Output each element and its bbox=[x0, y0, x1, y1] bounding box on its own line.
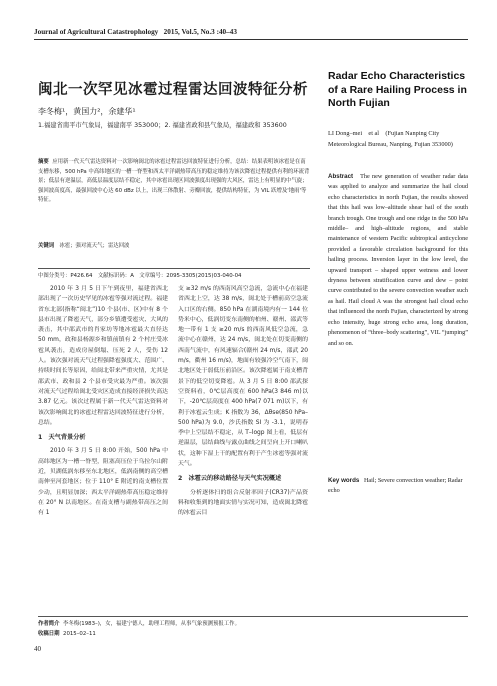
chinese-keywords bbox=[38, 241, 310, 249]
keywords-label-en: Key words bbox=[328, 477, 360, 484]
english-authors: LI Dong–mei et al (Fujian Nanping City Meteorological Bureau, Nanping, Fujian 353000) bbox=[328, 130, 453, 148]
section-1-paragraph: 2010 年 3 月 5 日 8:00 开始，500 hPa 中高纬地区为一槽一脊型，阻塞高压位于乌拉尔山附近，贝湖低涡东移至东北地区，低涡南侧的高空槽南伸至河套地区；位于 110° E 附近的南支槽位置少动，且明显加深；西太平洋副热带高压稳定维持在 20° N 以南地区。在南支槽与副热带高压之间有 1 bbox=[38, 448, 168, 517]
received-date-label: 收稿日期 bbox=[38, 631, 60, 637]
english-title: Radar Echo Characteristics of a Rare Hailing Process in North Fujian bbox=[328, 70, 467, 109]
classification-info: 中图分类号：P426.64 文献标识码：A 文章编号：2095-3305(2015)03-040-04 bbox=[38, 273, 242, 279]
abstract-label-en: Abstract bbox=[328, 173, 354, 180]
body-column-2 bbox=[178, 284, 308, 519]
author-bio bbox=[38, 619, 468, 629]
received-date bbox=[38, 629, 468, 639]
footnote bbox=[38, 619, 468, 639]
abstract-label-cn: 摘要 bbox=[38, 159, 49, 165]
received-date-text: 2015–02–11 bbox=[63, 631, 96, 637]
chinese-authors: 李冬梅¹，黄国力²，余建华¹ bbox=[38, 107, 136, 116]
footnote-divider bbox=[38, 616, 468, 617]
chinese-abstract bbox=[38, 158, 310, 206]
journal-header bbox=[34, 28, 468, 40]
keywords-label-cn: 关键词 bbox=[38, 243, 55, 249]
abstract-text-en: The new generation of weather radar data was applied to analyze and summarize the hail cloud echo characteristics in north Fujian, the results showed that this hail was low–altitude shear hail of the south branch trough. One trough and one ridge in the 500 hPa middle– and high–altitude regions, and stable maintenance of western Pacific subtropical anticyclone provided a favorable circulation background for this hailing process. Inversion layer in the low level, the upward transport – shaped upper wetness and lower dryness between stratification curve and dew – point curve contributed to the severe convection weather such as hail. Hail cloud A was the strongest hail cloud echo that influenced the north Fujian, characterized by strong echo intensity, huge strong echo area, long duration, phenomenon of “three–body scattering”, VIL “jumping” and so on. bbox=[328, 173, 469, 347]
section-1-continued: 支 ≥32 m/s 的西南风高空急流，急流中心在福建省西北上空，达 38 m/s，闽北处于槽前高空急流入口区的右侧。850 hPa 在湖南境内有一 144 位势米中心，低涡切变东南侧的柏州、赣州、邵武等地一带有 1 支 ≥20 m/s 的西南风低空急流，急流中心在赣州，达 24 m/s，闽北处在切变南侧的西南气流中，有风速辐合(赣州 24 m/s，邵武 20 m/s，衢州 16 m/s)，地面有较强冷空气南下，闽北地区处于弱低压前沿区。该次降雹属于南支槽背景下的低空切变降雹。从 3 月 5 日 8:00 邵武探空资料看，0℃层高度在 600 hPa(3 846 m)以下，-20℃层高度在 400 hPa(7 071 m)以下，有利于冰雹云生成；K 指数为 36，Δθse(850 hPa–500 hPa)为 9.0，沙氏指数 SI 为 -3.1，说明春季中上空层结不稳定，从 T–logp 图上看，低层有逆温层，层结曲线与露点曲线之间呈向上开口喇叭状，这种下湿上干的配置有利于产生冰雹等强对流天气。 bbox=[178, 286, 308, 468]
author-bio-text: 李冬梅(1983–)，女，福建宁德人，助理工程师，从事气象预测预报工作。 bbox=[63, 621, 240, 627]
english-abstract bbox=[328, 172, 468, 349]
journal-name: Journal of Agricultural Catastrophology bbox=[34, 28, 159, 36]
chinese-affiliation: 1.福建省南平市气象局，福建南平 353000；2. 福建省政和县气象局，福建政和 353600 bbox=[38, 122, 287, 129]
keywords-text-en: Hail; Severe convection weather; Radar echo bbox=[328, 477, 463, 495]
section-2-heading: 2 冰雹云的移动路径与天气实况概述 bbox=[178, 475, 282, 483]
page-number: 40 bbox=[34, 645, 41, 653]
intro-paragraph: 2010 年 3 月 5 日下午到夜里，福建省西北部出现了一次历史罕见的冰雹等强对流过程。福建省东北部(指称“闽北”)10 个县(市、区)中有 8 个县市出现了降雹天气，部分乡镇遭受雹灾、大风的袭击，其中邵武市的肖家坊等地冰雹最大直径达 50 mm，政和县杨源乡和镇前镇有 2 个村庄受冰雹风袭击，造成房屋倒塌、压死 2 人，受伤 12 人。该次强对流天气过程强降雹强度大、范围广、持续时间长等原因，给闽北带来严重灾情，尤其是邵武市、政和县 2 个县市受灾最为严重。该次强对流天气过程给闽北受灾区造成直接经济损失高达 3.87 亿元。该次过程属于新一代天气雷达资料对该次影响闽北的冰雹过程雷达回波特征进行分析，总结。 bbox=[38, 286, 168, 426]
abstract-text-cn: 应用新一代天气雷达资料对一次影响闽北的冰雹过程雷达回波特征进行分析，总结：结果表明该冰雹是在南支槽东移，500 hPa 中高纬地区的一槽一脊型和西太平洋副热带高压的稳定维持为该次降雹过程提供有利的环流背景；低层有逆温层，高低层温度层结不稳定，其中冰雹出现区回波强度出现强的大风区，雷达上有明显的中气旋；强回波高度高，最强回波中心达 60 dBz 以上，出现三体散射、旁瓣回波，提供结构特征，为 VIL 跃增及'地雨'等特征。 bbox=[38, 159, 310, 204]
english-keywords bbox=[328, 476, 468, 497]
body-column-1 bbox=[38, 284, 168, 519]
author-bio-label: 作者简介 bbox=[38, 621, 60, 627]
journal-issue: 2015, Vol.5, No.3 :40–43 bbox=[163, 28, 237, 36]
section-1-heading: 1 天气背景分析 bbox=[38, 434, 86, 442]
chinese-title: 闽北一次罕见冰雹过程雷达回波特征分析 bbox=[38, 82, 308, 98]
divider bbox=[38, 268, 310, 269]
section-2-paragraph: 分析逐体扫的组合反射率因子(CR37)产品资料和收集到的地面实情与实况可知，造成闽北降雹的冰雹云目 bbox=[178, 489, 308, 517]
keywords-text-cn: 冰雹；强对流天气；雷达回波 bbox=[59, 243, 130, 249]
